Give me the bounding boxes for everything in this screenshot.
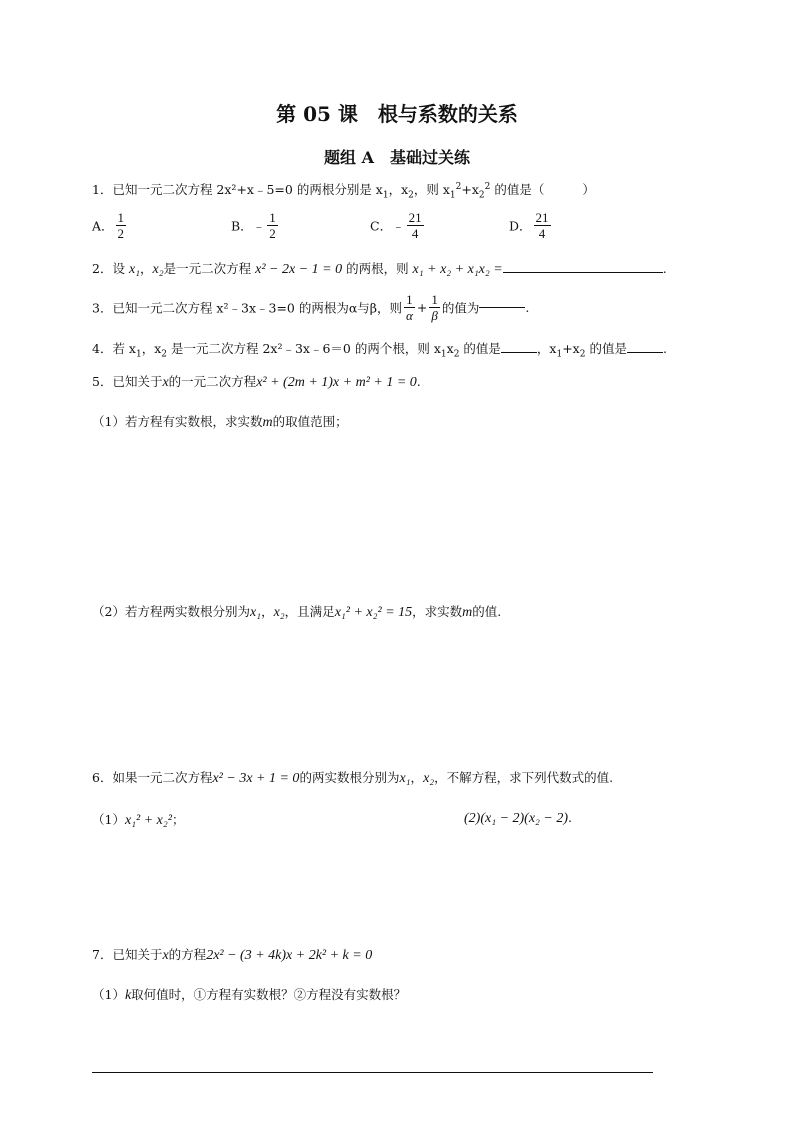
footer-rule — [92, 1072, 653, 1073]
question-3: 3．已知一元二次方程 x²﹣3x﹣3=0 的两根为α与β，则 $\frac{1}{\alpha}$ + $\frac{1}{\beta}$ 的值为 . — [92, 292, 530, 323]
question-2: 2．设 x₁，x₂是一元二次方程 x² − 2x − 1 = 0 的两根，则 x₁ + x₂ + x₁x₂ = . — [92, 261, 667, 277]
question-7-stem: 7．已知关于x的方程2x² − (3 + 4k)x + 2k² + k = 0 — [92, 947, 373, 963]
question-7-part-1: （1）k取何值时，①方程有实数根？②方程没有实数根？ — [92, 987, 407, 1003]
option-b: B．﹣ $\frac{1}{2}$ — [231, 210, 276, 241]
answer-blank[interactable] — [501, 352, 537, 353]
question-5-part-1: （1）若方程有实数根，求实数m的取值范围； — [92, 414, 348, 430]
page-title: 第 05 课 根与系数的关系 — [276, 102, 518, 126]
answer-blank[interactable] — [627, 352, 663, 353]
answer-blank[interactable] — [479, 307, 525, 308]
section-subtitle: 题组 A 基础过关练 — [324, 148, 470, 167]
option-c: C．﹣ $\frac{21}{4}$ — [370, 210, 422, 241]
question-5-part-2: （2）若方程两实数根分别为x₁，x₂，且满足x₁² + x₂² = 15，求实数m的值. — [92, 604, 502, 620]
option-a: A． $\frac{1}{2}$ — [92, 210, 125, 241]
question-4: 4．若 $x_1$，$x_2$ 是一元二次方程 2x²﹣3x﹣6＝0 的两个根，则 $x_1x_2$ 的值是 ，$x_1+x_2$ 的值是 . — [92, 341, 667, 360]
option-d: D． $\frac{21}{4}$ — [509, 210, 549, 241]
question-6-part-1: （1）x₁² + x₂²； — [92, 812, 185, 828]
question-6-stem: 6．如果一元二次方程x² − 3x + 1 = 0的两实数根分别为x₁，x₂，不解方程，求下列代数式的值. — [92, 770, 614, 786]
question-6-part-2: (2)(x₁ − 2)(x₂ − 2). — [464, 810, 573, 826]
question-1-stem: 1．已知一元二次方程 2x²+x﹣5=0 的两根分别是 $x_1$，$x_2$，则 $x_1^2+x_2^2$ 的值是（ ） — [92, 181, 595, 201]
answer-blank[interactable] — [503, 272, 663, 273]
question-5-stem: 5．已知关于x的一元二次方程x² + (2m + 1)x + m² + 1 = 0. — [92, 374, 421, 390]
